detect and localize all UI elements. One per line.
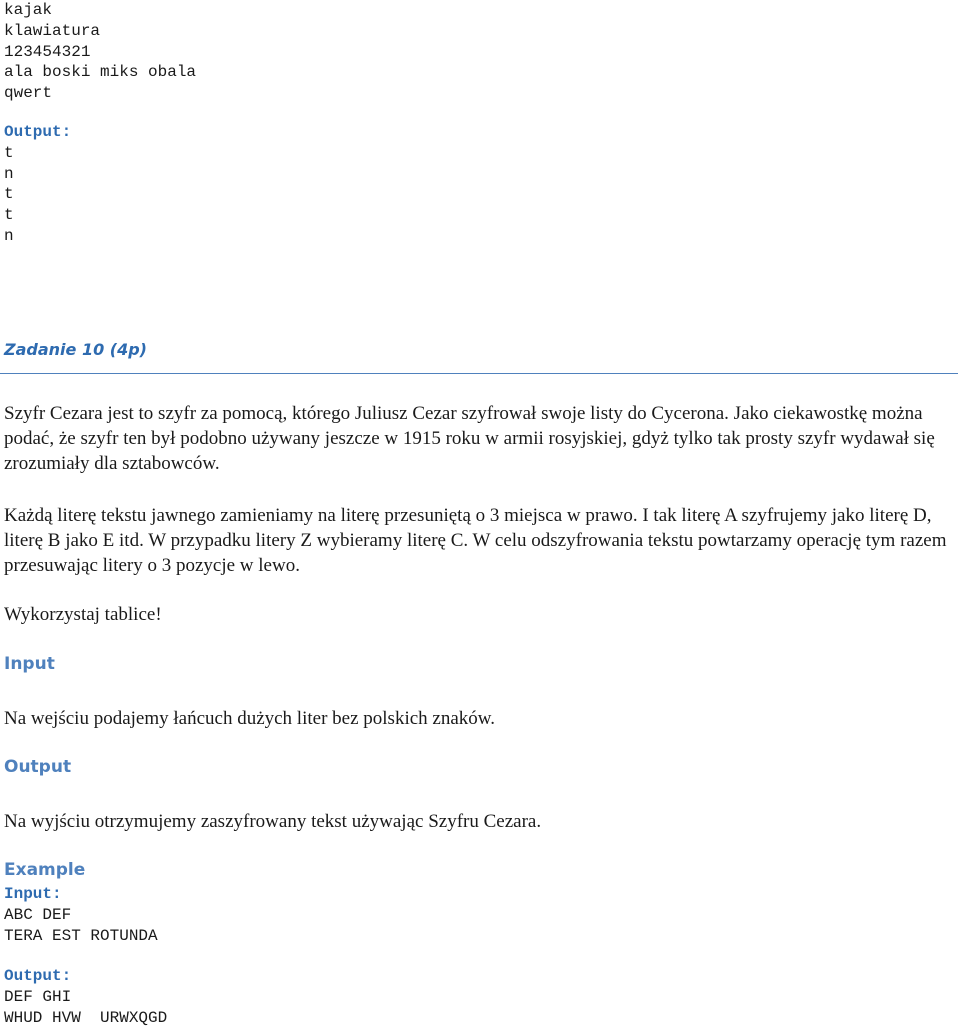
input-heading: Input: [4, 654, 55, 674]
example-output-line: WHUD HVW URWXQGD: [4, 1008, 168, 1027]
output-description: Na wyjściu otrzymujemy zaszyfrowany tekst używając Szyfru Cezara.: [4, 811, 542, 832]
task-hint: [4, 602, 162, 627]
input-description: Na wejściu podajemy łańcuch dużych liter bez polskich znaków.: [4, 708, 496, 729]
prev-example-input: [4, 0, 196, 104]
example-input-label: Input:: [4, 885, 62, 903]
prev-input-line: qwert: [4, 84, 53, 103]
prev-output-line: n: [4, 164, 14, 183]
example-section-heading: [4, 860, 85, 880]
intro-paragraph: Szyfr Cezara jest to szyfr za pomocą, którego Juliusz Cezar szyfrował swoje listy do Cycerona. Jako ciekawostkę można podać, że szyfr ten był podobno używany jeszcze w 1915 roku w armii rosyjskiej, gdyż tylko tak prosty szyfr wydawał się zrozumiały dla sztabowców.: [4, 403, 935, 474]
prev-example-output: [4, 122, 71, 247]
title-underline: [0, 373, 958, 374]
task-title: Zadanie 10 (4p): [4, 340, 147, 359]
input-section-text: [4, 706, 954, 731]
rules-paragraph: Każdą literę tekstu jawnego zamieniamy na literę przesuniętą o 3 miejsca w prawo. I tak literę A szyfrujemy jako literę D, literę B jako E itd. W przypadku litery Z wybieramy literę C. W celu odszyfrowania tekstu powtarzamy operację tym razem przesuwając litery o 3 pozycje w lewo.: [4, 505, 947, 576]
prev-output-line: t: [4, 206, 14, 225]
prev-output-line: t: [4, 185, 14, 204]
output-section-heading: [4, 757, 71, 777]
input-section-heading: [4, 654, 55, 674]
prev-input-line: 123454321: [4, 42, 91, 61]
example-output-label: Output:: [4, 967, 72, 985]
prev-input-line: ala boski miks obala: [4, 63, 197, 82]
example-input-line: ABC DEF: [4, 905, 72, 924]
prev-output-label: Output:: [4, 123, 72, 141]
prev-input-line: kajak: [4, 1, 53, 19]
task-intro: [4, 401, 954, 476]
output-heading: Output: [4, 757, 72, 777]
example-input: [4, 884, 158, 946]
example-heading: Example: [4, 860, 86, 880]
hint-paragraph: Wykorzystaj tablice!: [4, 604, 162, 625]
example-output-line: DEF GHI: [4, 987, 72, 1006]
task-rules: [4, 503, 954, 578]
prev-output-line: t: [4, 143, 14, 162]
example-input-line: TERA EST ROTUNDA: [4, 926, 158, 945]
example-output: [4, 966, 167, 1028]
task-title-block: [4, 340, 147, 359]
prev-input-line: klawiatura: [4, 21, 101, 40]
output-section-text: [4, 809, 954, 834]
prev-output-line: n: [4, 226, 14, 245]
